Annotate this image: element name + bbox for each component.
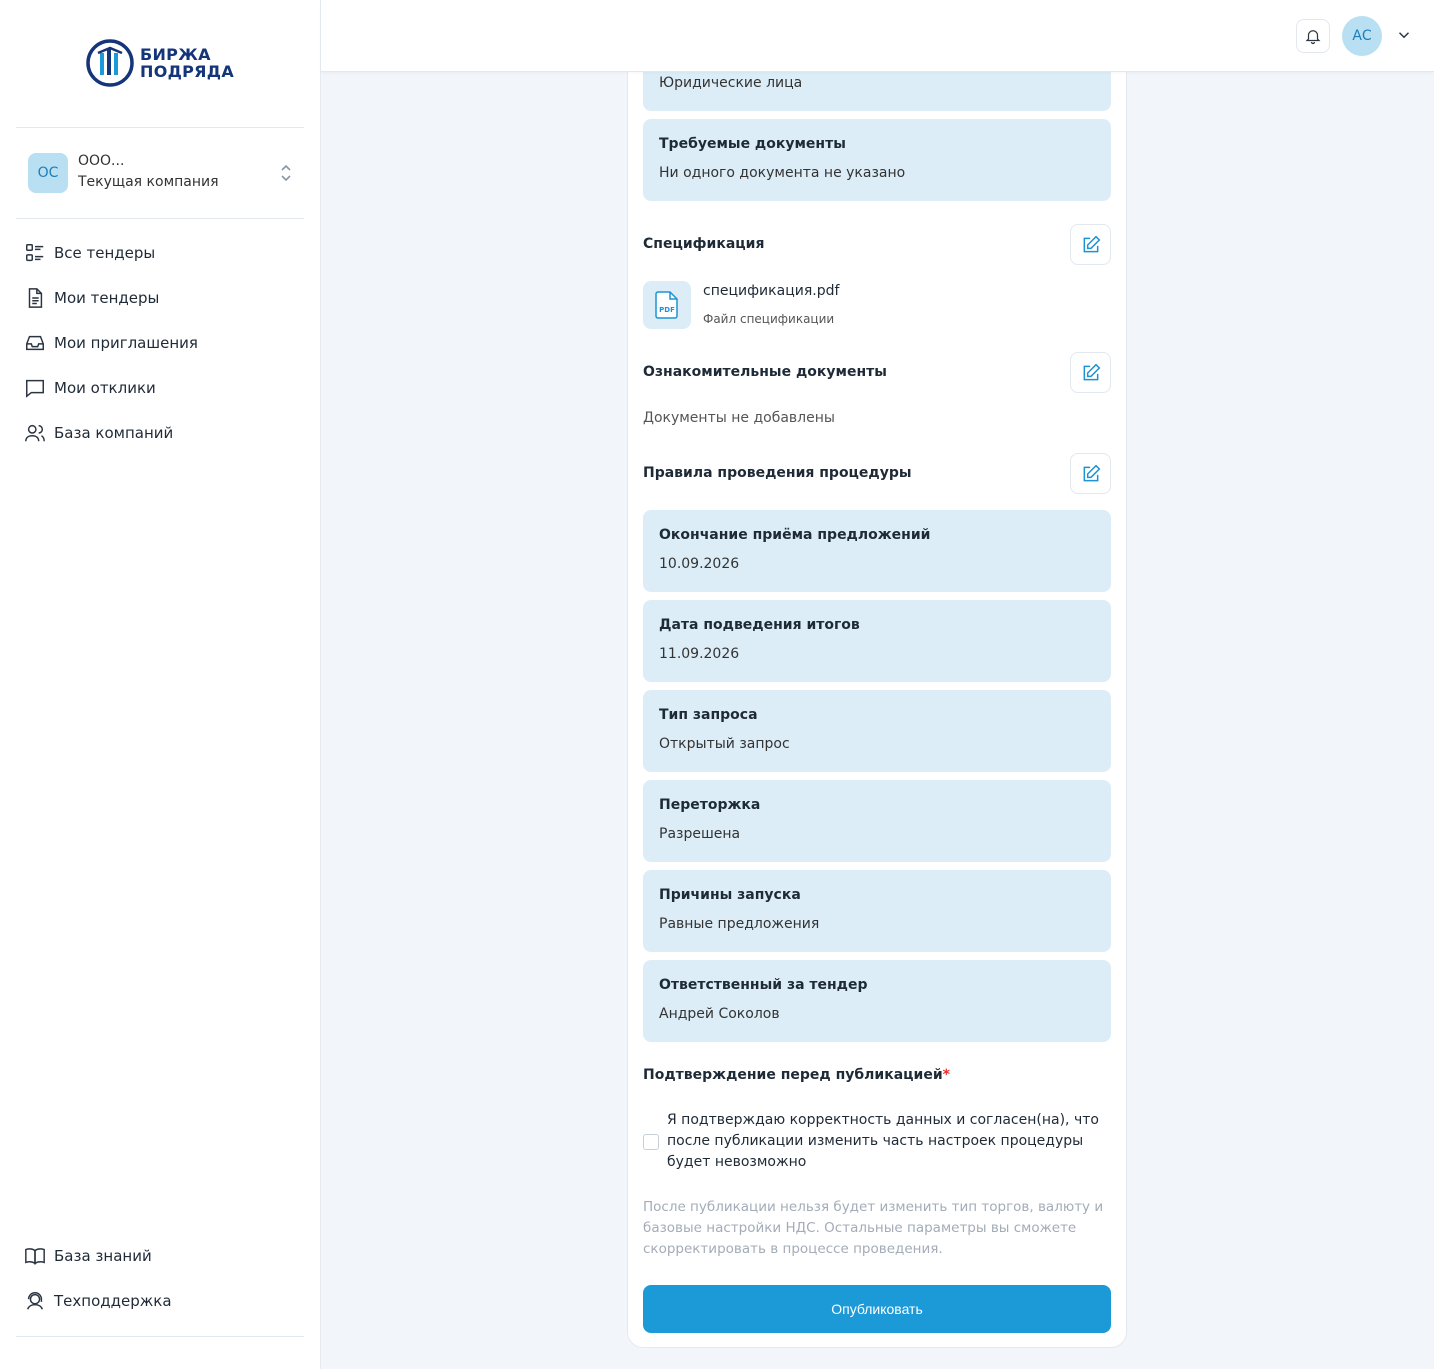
support-icon (24, 1290, 46, 1312)
rule-item (643, 510, 1111, 592)
sidebar (0, 0, 321, 1369)
rule-value: Андрей Соколов (659, 1006, 780, 1022)
brand-logo[interactable] (86, 39, 234, 87)
confirmation-checkbox-row[interactable] (643, 1110, 1111, 1173)
nav-item-all-tenders[interactable] (24, 230, 198, 275)
rule-label: Ответственный за тендер (659, 977, 868, 993)
rule-value: 11.09.2026 (659, 646, 740, 662)
document-icon (24, 287, 46, 309)
rule-label: Переторжка (659, 797, 761, 813)
brand-line-2: ПОДРЯДА (140, 62, 235, 81)
rule-item (643, 690, 1111, 772)
confirmation-title: Подтверждение перед публикацией* (643, 1067, 950, 1083)
rule-value: Равные предложения (659, 916, 820, 932)
bottom-nav (24, 1233, 172, 1323)
rule-item (643, 870, 1111, 952)
bell-icon (1304, 27, 1322, 45)
summary-value: Юридические лица (659, 75, 803, 91)
file-description: Файл спецификации (703, 312, 835, 326)
main-nav (24, 230, 198, 455)
edit-icon (1081, 363, 1101, 383)
sidebar-divider (16, 1336, 304, 1337)
required-mark: * (942, 1067, 950, 1083)
file-type-label: PDF (659, 306, 675, 314)
nav-item-my-tenders[interactable] (24, 275, 198, 320)
specification-title: Спецификация (643, 236, 765, 252)
book-icon (24, 1245, 46, 1267)
nav-item-label: Техподдержка (54, 1291, 172, 1310)
nav-item-label: Мои отклики (54, 378, 156, 397)
file-name[interactable]: спецификация.pdf (703, 283, 840, 299)
sidebar-divider (16, 127, 304, 128)
company-avatar: ОС (28, 153, 68, 193)
nav-item-my-invitations[interactable] (24, 320, 198, 365)
rule-value: 10.09.2026 (659, 556, 740, 572)
edit-icon (1081, 464, 1101, 484)
rule-label: Дата подведения итогов (659, 617, 860, 633)
nav-item-companies[interactable] (24, 410, 198, 455)
rule-value: Открытый запрос (659, 736, 790, 752)
intro-docs-title: Ознакомительные документы (643, 364, 887, 380)
rule-item (643, 960, 1111, 1042)
logo-icon (86, 39, 134, 87)
edit-intro-docs-button[interactable] (1070, 352, 1111, 393)
rule-label: Причины запуска (659, 887, 801, 903)
nav-item-support[interactable] (24, 1278, 172, 1323)
top-header (321, 0, 1434, 72)
company-subtitle: Текущая компания (78, 174, 219, 190)
edit-rules-button[interactable] (1070, 453, 1111, 494)
pdf-file-icon[interactable] (643, 281, 691, 329)
rule-label: Тип запроса (659, 707, 758, 723)
summary-label: Требуемые документы (659, 136, 846, 152)
rules-title: Правила проведения процедуры (643, 465, 912, 481)
edit-specification-button[interactable] (1070, 224, 1111, 265)
nav-item-label: Мои приглашения (54, 333, 198, 352)
user-avatar[interactable]: АС (1342, 16, 1382, 56)
inbox-icon (24, 332, 46, 354)
rule-label: Окончание приёма предложений (659, 527, 931, 543)
publication-note: После публикации нельзя будет изменить тип торгов, валюту и базовые настройки НДС. Остальные параметры вы сможете скорректировать в процессе проведения. (643, 1199, 1104, 1257)
nav-item-label: База компаний (54, 423, 174, 442)
company-name: ООО... (78, 153, 125, 169)
company-switcher[interactable] (28, 153, 294, 193)
sidebar-divider (16, 218, 304, 219)
confirmation-checkbox-label: Я подтверждаю корректность данных и согласен(на), что после публикации изменить часть настроек процедуры будет невозможно (667, 1112, 1099, 1170)
list-icon (24, 242, 46, 264)
users-icon (24, 422, 46, 444)
summary-value: Ни одного документа не указано (659, 165, 906, 181)
nav-item-knowledge-base[interactable] (24, 1233, 172, 1278)
edit-icon (1081, 235, 1101, 255)
chevron-down-icon[interactable] (1395, 26, 1413, 44)
rule-value: Разрешена (659, 826, 741, 842)
summary-item (643, 119, 1111, 201)
brand-line-1: БИРЖА (140, 45, 211, 64)
nav-item-label: Все тендеры (54, 243, 156, 262)
chevron-up-down-icon (278, 161, 294, 185)
confirmation-checkbox[interactable] (643, 1134, 659, 1150)
nav-item-label: База знаний (54, 1246, 152, 1265)
notifications-button[interactable] (1296, 19, 1330, 53)
nav-item-my-responses[interactable] (24, 365, 198, 410)
chat-icon (24, 377, 46, 399)
nav-item-label: Мои тендеры (54, 288, 160, 307)
rule-item (643, 780, 1111, 862)
rule-item (643, 600, 1111, 682)
intro-docs-empty: Документы не добавлены (643, 410, 835, 426)
publish-button[interactable]: Опубликовать (643, 1285, 1111, 1333)
